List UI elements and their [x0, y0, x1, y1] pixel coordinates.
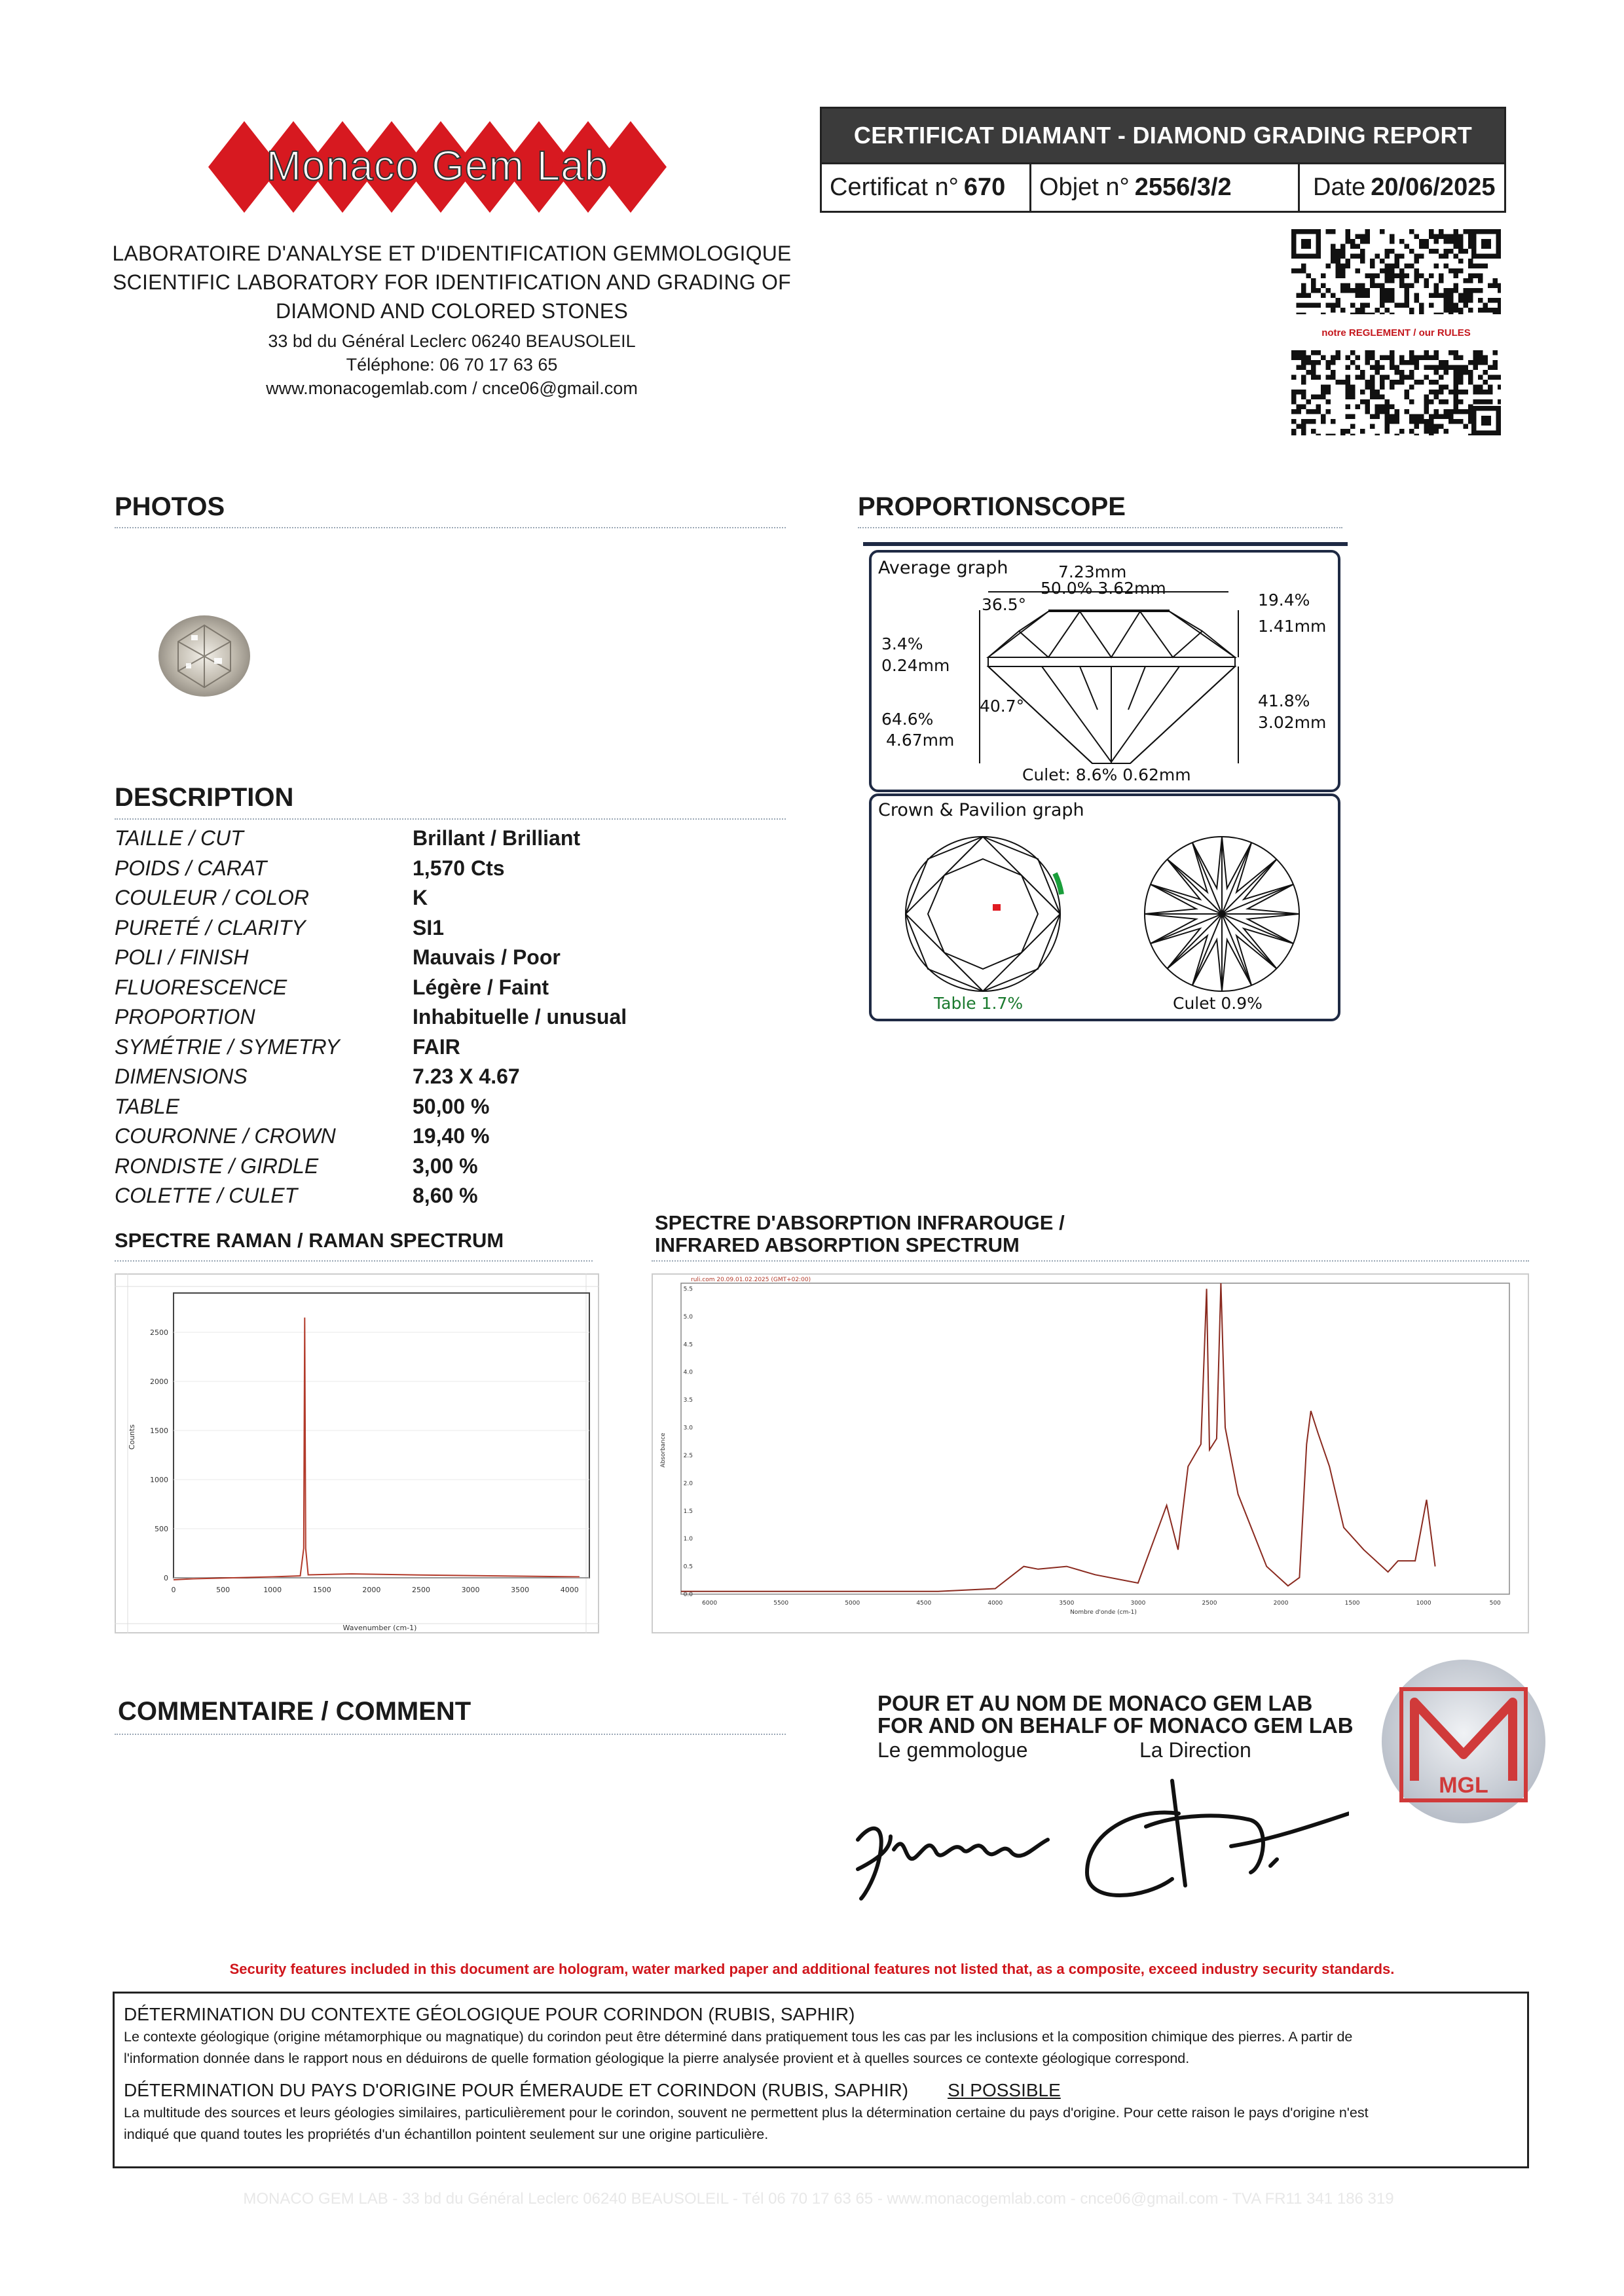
- raman-x-tick: 1000: [263, 1586, 282, 1594]
- seal-text: MGL: [1439, 1773, 1488, 1798]
- ir-divider: [652, 1260, 1529, 1262]
- description-label: RONDISTE / GIRDLE: [115, 1154, 319, 1178]
- svg-text:Yolande: Yolande: [950, 1907, 952, 1908]
- table-label: 50.0% 3.62mm: [1041, 579, 1166, 598]
- crown-angle-label: 36.5°: [982, 595, 1027, 614]
- culet-deviation-label: Culet 0.9%: [1173, 994, 1263, 1013]
- direction-label: La Direction: [1139, 1738, 1251, 1762]
- raman-x-tick: 0: [171, 1586, 176, 1594]
- raman-y-tick: 1500: [150, 1427, 168, 1435]
- raman-x-tick: 2500: [411, 1586, 430, 1594]
- description-value: Légère / Faint: [413, 975, 549, 999]
- ir-y-tick: 0.0: [683, 1592, 693, 1598]
- ir-y-tick: 5.0: [683, 1313, 693, 1321]
- comment-title: COMMENTAIRE / COMMENT: [118, 1697, 471, 1726]
- ir-header: ruli.com 20.09.01.02.2025 (GMT+02:00): [691, 1277, 811, 1283]
- ir-y-tick: 2.5: [683, 1452, 693, 1459]
- origin-text-1: La multitude des sources et leurs géologies similaires, particulièrement pour le corindon, souvent ne permettent plus la détermination certaine du pays d'origine. Pour cette raison le pays d'origine n'est: [124, 2105, 1369, 2121]
- ir-x-tick: 3000: [1130, 1600, 1146, 1607]
- description-label: TABLE: [115, 1094, 179, 1118]
- ir-y-tick: 5.5: [683, 1286, 693, 1293]
- description-row: [115, 883, 704, 913]
- description-value: Mauvais / Poor: [413, 945, 561, 970]
- lab-name-en-1: SCIENTIFIC LABORATORY FOR IDENTIFICATION AND GRADING OF: [113, 270, 791, 294]
- description-row: [115, 1092, 704, 1122]
- pavilion-mm-label: 3.02mm: [1258, 713, 1327, 732]
- proportionscope-divider: [858, 527, 1342, 528]
- raman-y-tick: 1000: [150, 1476, 168, 1484]
- average-graph-panel: [869, 550, 1340, 792]
- photos-divider: [115, 527, 786, 528]
- certificate-number-cell: Certificat n° 670: [822, 164, 1031, 211]
- ir-y-tick: 1.0: [683, 1536, 693, 1543]
- signature-heading-fr: POUR ET AU NOM DE MONACO GEM LAB: [877, 1691, 1313, 1715]
- raman-spectrum-chart: [115, 1273, 599, 1633]
- raman-y-tick: 500: [155, 1525, 168, 1533]
- raman-x-tick: 3000: [461, 1586, 480, 1594]
- description-value: SI1: [413, 915, 445, 939]
- lab-name-fr: LABORATOIRE D'ANALYSE ET D'IDENTIFICATION GEMMOLOGIQUE: [112, 242, 792, 265]
- ir-x-tick: 4000: [987, 1600, 1003, 1607]
- certificate-info-row: [822, 162, 1504, 211]
- ir-ylabel: Absorbance: [660, 1432, 667, 1468]
- description-row: [115, 1152, 704, 1182]
- lab-phone: Téléphone: 06 70 17 63 65: [346, 355, 558, 374]
- origin-note: SI POSSIBLE: [948, 2080, 1061, 2100]
- description-label: COULEUR / COLOR: [115, 886, 309, 910]
- ir-x-tick: 2500: [1202, 1600, 1217, 1607]
- monaco-gem-lab-logo: [208, 108, 667, 226]
- certificate-date: 20/06/2025: [1371, 173, 1496, 201]
- ir-y-tick: 3.5: [683, 1397, 693, 1404]
- raman-ylabel: Counts: [128, 1424, 136, 1450]
- geology-text-1: Le contexte géologique (origine métamorphique ou magnatique) du corindon peut être déterminé dans pratiquement tous les cas par les inclusions et la composition chimique des pierres. A partir de: [124, 2029, 1353, 2045]
- qr-rules-caption: notre REGLEMENT / our RULES: [1321, 327, 1471, 338]
- security-notice: Security features included in this document are hologram, water marked paper and additional features not listed that, as a composite, exceed industry security standards.: [229, 1961, 1395, 1977]
- ir-y-tick: 4.0: [683, 1369, 693, 1376]
- qr-code-rules-icon[interactable]: [1291, 350, 1501, 435]
- raman-y-tick: 2000: [150, 1377, 168, 1386]
- crown-mm-label: 1.41mm: [1258, 617, 1327, 636]
- ir-y-tick: 1.5: [683, 1508, 693, 1515]
- description-row: [115, 1181, 704, 1211]
- description-row: [115, 1032, 704, 1063]
- geology-heading: DÉTERMINATION DU CONTEXTE GÉOLOGIQUE POUR CORINDON (RUBIS, SAPHIR): [124, 2004, 855, 2024]
- description-label: POIDS / CARAT: [115, 856, 267, 880]
- ir-xlabel: Nombre d'onde (cm-1): [1070, 1609, 1137, 1616]
- ir-y-tick: 3.0: [683, 1425, 693, 1432]
- geology-text-2: l'information donnée dans le rapport nous en déduirons de quelle formation géologique la pierre analysée provient et à quelles sources ce contexte géologique correspond.: [124, 2050, 1190, 2066]
- description-value: 8,60 %: [413, 1184, 478, 1208]
- description-label: POLI / FINISH: [115, 945, 249, 970]
- description-label: COURONNE / CROWN: [115, 1124, 336, 1148]
- crown-pct-label: 19.4%: [1258, 591, 1310, 610]
- ir-title-line1: SPECTRE D'ABSORPTION INFRAROUGE /: [655, 1211, 1065, 1234]
- proportionscope-bar: [863, 542, 1348, 546]
- description-value: Brillant / Brilliant: [413, 826, 581, 850]
- description-title: DESCRIPTION: [115, 783, 294, 812]
- ir-y-tick: 0.5: [683, 1563, 693, 1571]
- diamond-photo: [152, 612, 257, 701]
- ir-x-tick: 1500: [1344, 1600, 1360, 1607]
- ir-x-tick: 5000: [845, 1600, 860, 1607]
- girdle-mm-label: 0.24mm: [881, 656, 950, 675]
- signature-heading-en: FOR AND ON BEHALF OF MONACO GEM LAB: [877, 1713, 1354, 1738]
- lab-identity: [98, 239, 805, 400]
- ir-y-tick: 4.5: [683, 1341, 693, 1349]
- raman-x-tick: 1500: [312, 1586, 331, 1594]
- description-row: [115, 1062, 704, 1092]
- ir-x-tick: 4500: [916, 1600, 932, 1607]
- description-row: [115, 913, 704, 943]
- pavilion-angle-label: 40.7°: [980, 697, 1025, 716]
- description-value: K: [413, 886, 428, 910]
- pavilion-pct-label: 41.8%: [1258, 691, 1310, 710]
- lab-name-en-2: DIAMOND AND COLORED STONES: [275, 299, 629, 323]
- gemmologist-label: Le gemmologue: [877, 1738, 1028, 1762]
- description-label: COLETTE / CULET: [115, 1184, 298, 1208]
- description-value: Inhabituelle / unusual: [413, 1005, 627, 1029]
- crown-pavilion-graph-panel: [869, 793, 1340, 1021]
- photos-title: PHOTOS: [115, 492, 225, 521]
- raman-y-tick: 0: [164, 1574, 168, 1582]
- crown-pavilion-title: Crown & Pavilion graph: [878, 800, 1084, 820]
- crown-pavilion-diagrams: [872, 796, 1338, 1019]
- description-value: 19,40 %: [413, 1124, 490, 1148]
- girdle-pct-label: 3.4%: [881, 634, 923, 653]
- raman-title: SPECTRE RAMAN / RAMAN SPECTRUM: [115, 1229, 504, 1252]
- description-row: [115, 854, 704, 884]
- description-value: 7.23 X 4.67: [413, 1065, 520, 1089]
- table-deviation-mark: [1055, 873, 1061, 894]
- description-row: [115, 1002, 704, 1032]
- object-number: 2556/3/2: [1134, 173, 1232, 201]
- description-label: TAILLE / CUT: [115, 826, 244, 850]
- depth-pct-label: 64.6%: [881, 710, 934, 729]
- ir-x-tick: 500: [1489, 1600, 1501, 1607]
- depth-mm-label: 4.67mm: [886, 731, 955, 750]
- description-divider: [115, 818, 786, 820]
- culet-label: Culet: 8.6% 0.62mm: [1022, 765, 1191, 784]
- description-label: SYMÉTRIE / SYMETRY: [115, 1034, 340, 1059]
- qr-code-icon[interactable]: [1291, 229, 1501, 314]
- description-value: 50,00 %: [413, 1094, 490, 1118]
- date-cell: Date 20/06/2025: [1313, 173, 1496, 201]
- description-row: [115, 973, 704, 1003]
- raman-x-tick: 500: [216, 1586, 231, 1594]
- pavilion-view-diagram: [1145, 837, 1299, 991]
- raman-xlabel: Wavenumber (cm-1): [342, 1624, 417, 1632]
- director-signature: [1074, 1768, 1349, 1912]
- hologram-seal: [1378, 1656, 1549, 1827]
- ir-x-tick: 1000: [1416, 1600, 1431, 1607]
- description-label: DIMENSIONS: [115, 1065, 248, 1089]
- crown-view-diagram: [906, 837, 1060, 991]
- table-deviation-label: Table 1.7%: [934, 994, 1024, 1013]
- raman-x-tick: 4000: [560, 1586, 579, 1594]
- proportionscope-title: PROPORTIONSCOPE: [858, 492, 1126, 521]
- description-value: FAIR: [413, 1034, 460, 1059]
- certificate-title: CERTIFICAT DIAMANT - DIAMOND GRADING REPORT: [822, 109, 1504, 162]
- description-label: PROPORTION: [115, 1005, 255, 1029]
- ir-x-tick: 6000: [702, 1600, 718, 1607]
- certificate-header-box: [820, 107, 1506, 213]
- object-number-cell: Objet n° 2556/3/2: [1031, 164, 1300, 211]
- comment-divider: [115, 1734, 786, 1735]
- ir-x-tick: 3500: [1059, 1600, 1075, 1607]
- origin-info-box: [113, 1992, 1529, 2168]
- raman-y-tick: 2500: [150, 1328, 168, 1337]
- table-center-offset-mark: [993, 904, 1001, 911]
- origin-text-2: indiqué que quand toutes les propriétés d'un échantillon pointent seulement sur une origine particulière.: [124, 2126, 769, 2142]
- description-value: 1,570 Cts: [413, 856, 505, 880]
- description-label: PURETÉ / CLARITY: [115, 915, 306, 939]
- description-row: [115, 824, 704, 854]
- raman-x-tick: 2000: [362, 1586, 381, 1594]
- description-table: [115, 824, 704, 1211]
- diameter-label: 7.23mm: [1058, 562, 1127, 581]
- logo-text: Monaco Gem Lab: [266, 142, 609, 189]
- description-row: [115, 1121, 704, 1152]
- average-graph-title: Average graph: [878, 558, 1008, 578]
- signature-block: [877, 1692, 1375, 1762]
- raman-x-tick: 3500: [511, 1586, 530, 1594]
- description-label: FLUORESCENCE: [115, 975, 287, 999]
- ir-x-tick: 5500: [773, 1600, 789, 1607]
- raman-divider: [115, 1260, 593, 1262]
- lab-address: 33 bd du Général Leclerc 06240 BEAUSOLEIL: [268, 331, 636, 351]
- lab-web[interactable]: www.monacogemlab.com / cnce06@gmail.com: [266, 378, 638, 398]
- description-value: 3,00 %: [413, 1154, 478, 1178]
- description-row: [115, 943, 704, 973]
- gemmologist-signature: [845, 1777, 1054, 1908]
- ir-y-tick: 2.0: [683, 1480, 693, 1487]
- origin-heading: DÉTERMINATION DU PAYS D'ORIGINE POUR ÉMERAUDE ET CORINDON (RUBIS, SAPHIR) SI POSSIBLE: [124, 2080, 1061, 2100]
- certificate-number: 670: [963, 173, 1006, 201]
- ir-x-tick: 2000: [1273, 1600, 1289, 1607]
- watermark-footer: MONACO GEM LAB - 33 bd du Général Leclerc 06240 BEAUSOLEIL - Tél 06 70 17 63 65 - www.monacogemlab.com - cnce06@gmail.com - TVA FR11 341 186 319: [243, 2190, 1394, 2208]
- ir-title-line2: INFRARED ABSORPTION SPECTRUM: [655, 1233, 1020, 1256]
- ir-spectrum-chart: [652, 1273, 1529, 1633]
